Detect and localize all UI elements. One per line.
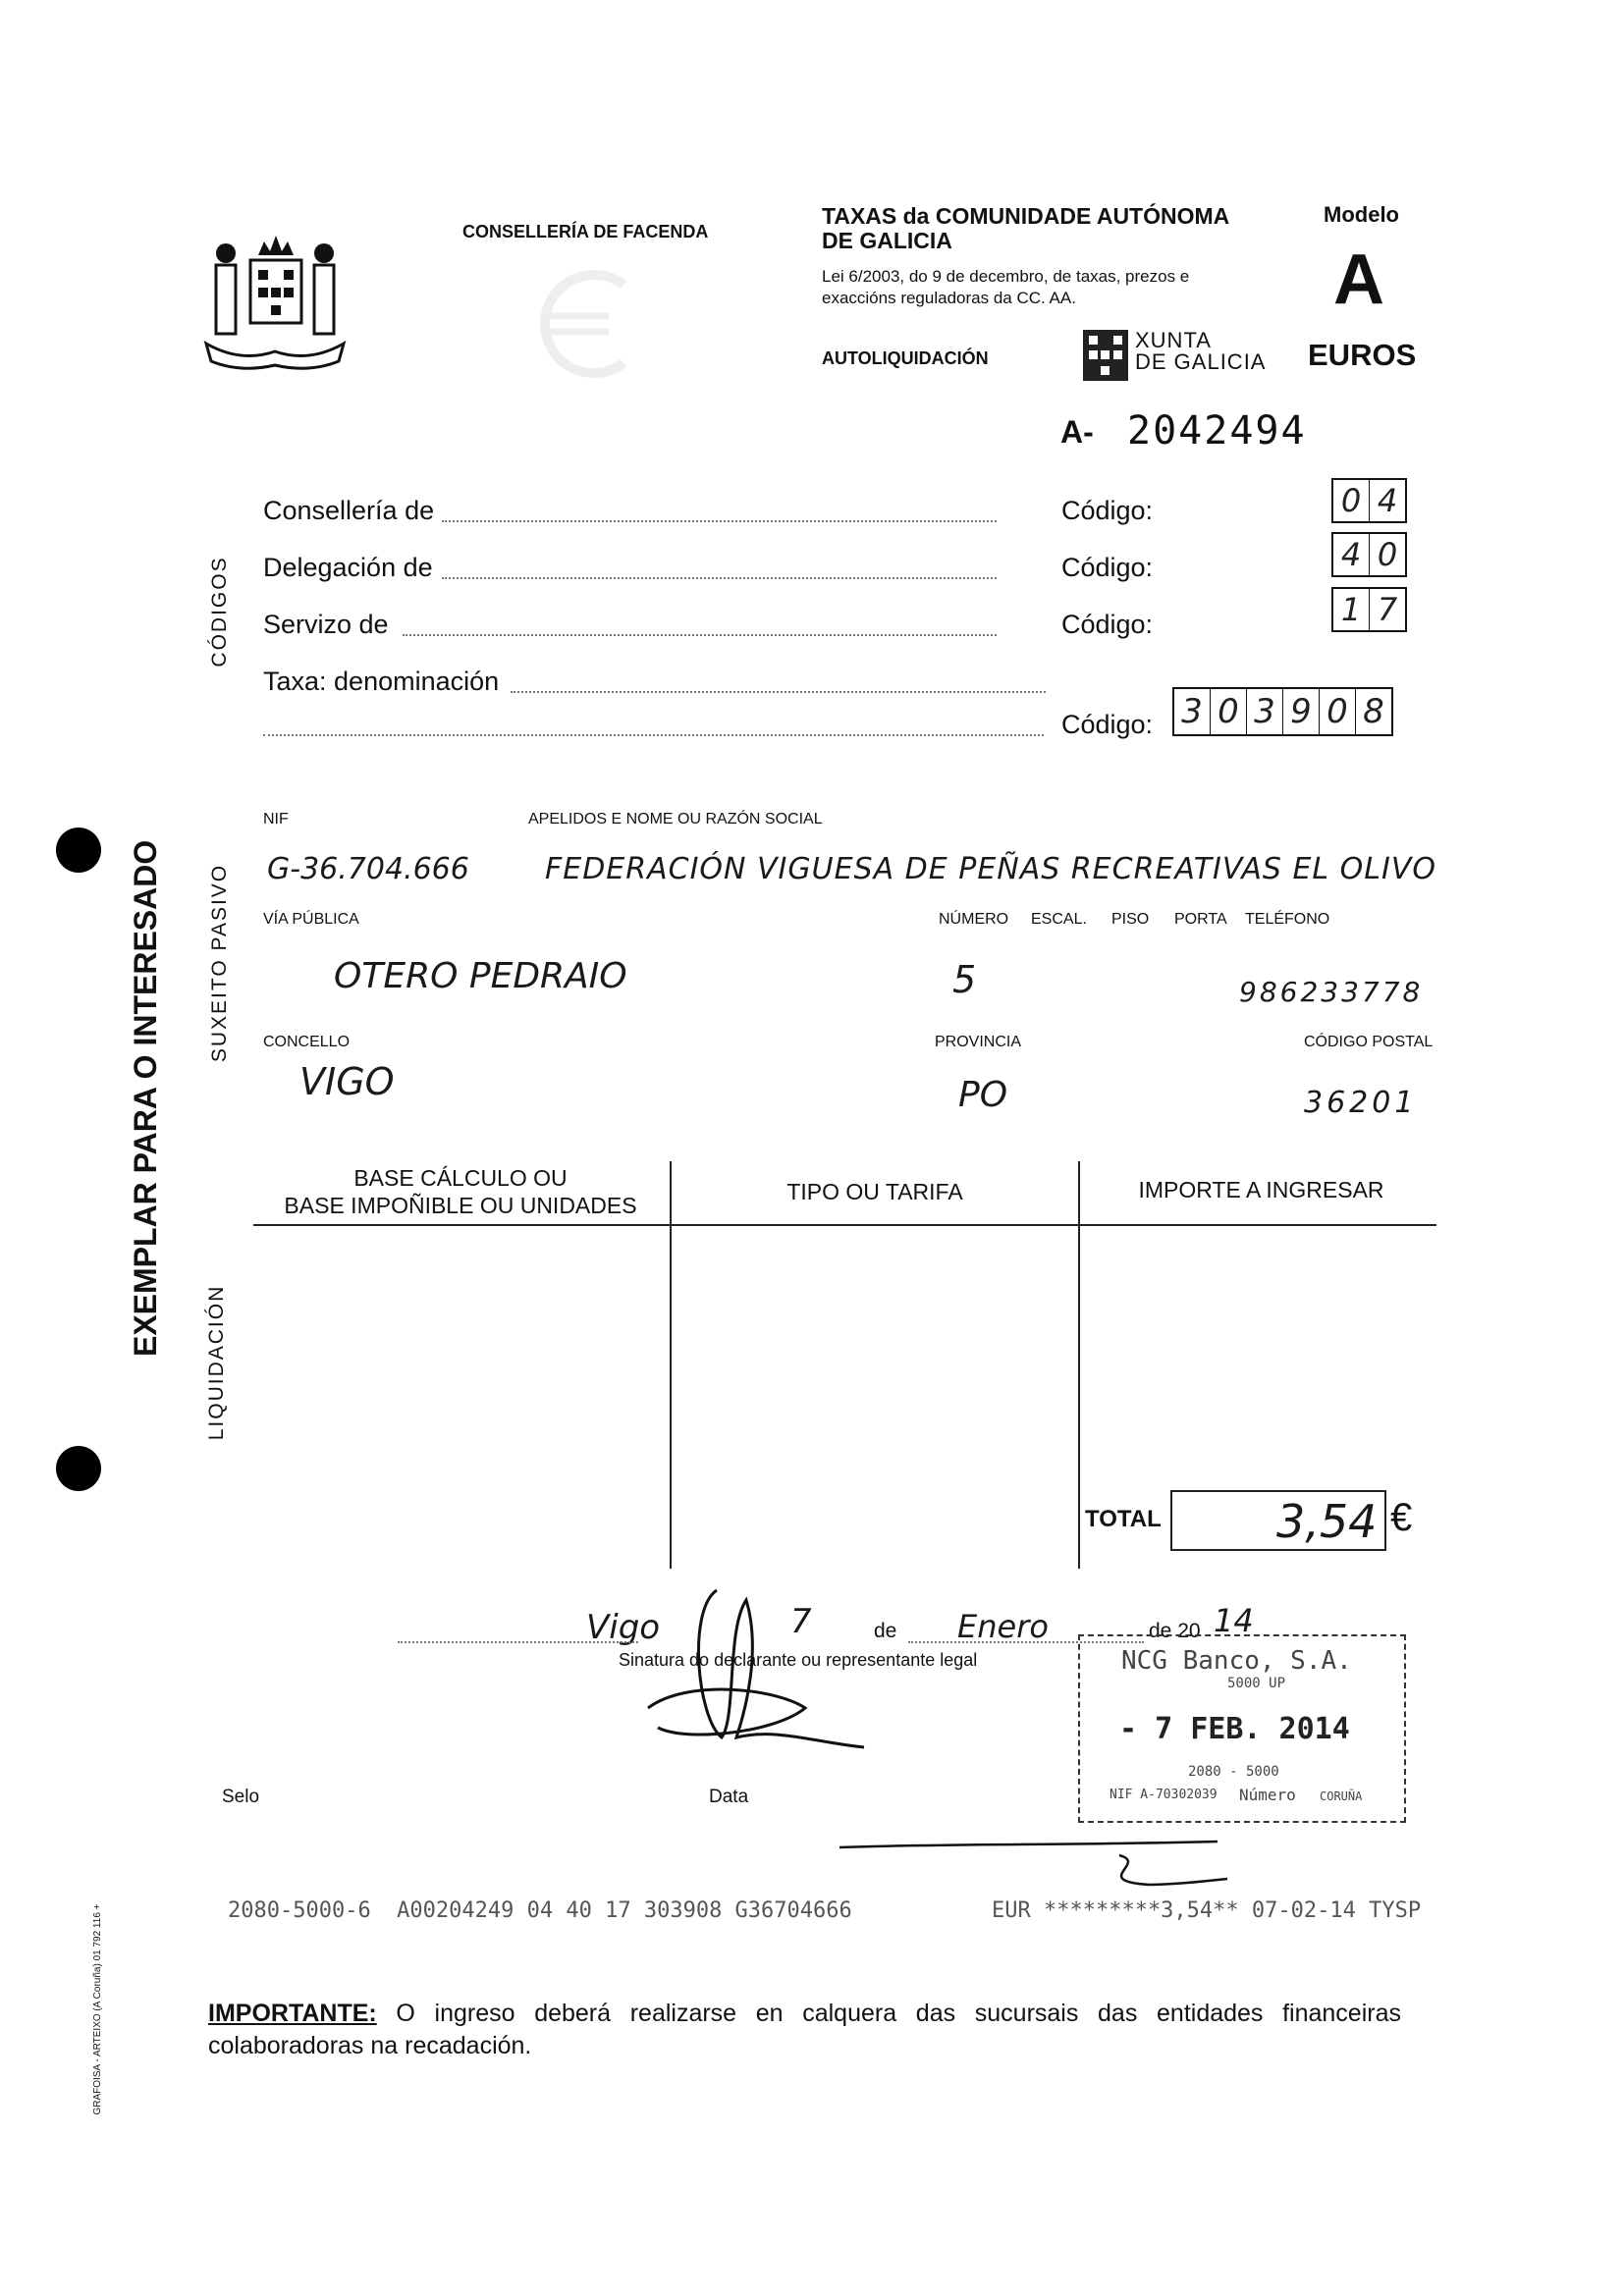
galicia-coat-of-arms [201, 216, 349, 378]
xunta-line1: XUNTA [1135, 328, 1212, 352]
taxa-code-digit: 3 [1247, 689, 1283, 734]
pen-scribble-lines [825, 1787, 1237, 1895]
modelo-letter: A [1333, 240, 1384, 319]
taxas-title [822, 204, 1229, 253]
taxa-code-digit: 3 [1174, 689, 1211, 734]
numero-label: NÚMERO [939, 911, 1009, 928]
codigo-label-1: Código: [1061, 496, 1154, 525]
col-importe-header: IMPORTE A INGRESAR [1138, 1177, 1384, 1202]
via-label: VÍA PÚBLICA [263, 911, 359, 928]
provincia-value: PO [958, 1075, 1008, 1115]
xunta-line2: DE GALICIA [1135, 349, 1267, 374]
mechanical-validation-line1: 2080-5000-6 A00204249 04 40 17 303908 G36704666 [228, 1898, 852, 1923]
total-value: 3,54 [1276, 1495, 1378, 1548]
stamp-date: - 7 FEB. 2014 [1119, 1712, 1350, 1746]
department-title: CONSELLERÍA DE FACENDA [462, 222, 709, 241]
euro-watermark-icon [525, 265, 653, 383]
signature-day: 7 [790, 1602, 812, 1641]
selo-label: Selo [222, 1787, 260, 1807]
taxa-code-digit: 0 [1211, 689, 1247, 734]
conselleria-code-digit: 0 [1333, 480, 1370, 521]
piso-label: PISO [1111, 911, 1150, 928]
important-label: IMPORTANTE: [208, 2000, 377, 2027]
codigo-label-4: Código: [1061, 710, 1154, 739]
stamp-nif: NIF A-70302039 [1110, 1788, 1218, 1802]
delegacion-line [442, 577, 997, 579]
nif-label: NIF [263, 811, 289, 828]
conselleria-line [442, 520, 997, 522]
servizo-code-digit: 1 [1333, 589, 1370, 630]
codigos-section-label: CÓDIGOS [208, 556, 231, 667]
xunta-logo-text [1135, 330, 1266, 373]
liquidacion-col-divider-2 [1078, 1161, 1080, 1569]
signature-de-2: de 20 [1149, 1620, 1201, 1642]
signature-de-1: de [874, 1620, 897, 1642]
doc-number: 2042494 [1127, 408, 1307, 454]
codigo-label-3: Código: [1061, 610, 1154, 639]
doc-number-prefix: A- [1060, 414, 1094, 450]
modelo-label: Modelo [1324, 202, 1399, 227]
numero-value: 5 [952, 958, 977, 1001]
cp-value: 36201 [1304, 1086, 1418, 1120]
col-tipo-header: TIPO OU TARIFA [786, 1179, 963, 1204]
delegacion-code-digit: 4 [1333, 534, 1370, 575]
currency-label: EUROS [1308, 338, 1417, 372]
taxa-label: Taxa: denominación [263, 667, 500, 696]
taxa-code-digit: 0 [1320, 689, 1356, 734]
suxeito-section-label: SUXEITO PASIVO [208, 863, 231, 1063]
autoliquidacion-label: AUTOLIQUIDACIÓN [822, 348, 989, 368]
signature-month: Enero [957, 1608, 1049, 1645]
taxa-line-2 [263, 734, 1044, 736]
col-base-line1: BASE CÁLCULO OU [353, 1165, 568, 1191]
servizo-code-digit: 7 [1377, 591, 1398, 628]
stamp-bank-sub: 5000 UP [1227, 1676, 1286, 1691]
conselleria-code-digit: 4 [1377, 482, 1398, 519]
conselleria-label: Consellería de [263, 496, 435, 525]
liquidacion-table-top-rule [253, 1224, 1436, 1226]
taxa-code-digit: 9 [1283, 689, 1320, 734]
stamp-bank-name: NCG Banco, S.A. [1121, 1646, 1352, 1676]
cp-label: CÓDIGO POSTAL [1304, 1034, 1434, 1050]
handwritten-signature [628, 1571, 913, 1757]
punch-hole-bottom [56, 1446, 101, 1491]
delegacion-label: Delegación de [263, 553, 433, 582]
concello-label: CONCELLO [263, 1034, 351, 1050]
col-base-line2: BASE IMPOÑIBLE OU UNIDADES [284, 1193, 637, 1218]
delegacion-code-box [1331, 532, 1407, 577]
signature-caption: Sinatura do declarante ou representante legal [619, 1650, 978, 1670]
taxa-line-1 [511, 691, 1046, 693]
data-label: Data [709, 1787, 749, 1807]
name-value: FEDERACIÓN VIGUESA DE PEÑAS RECREATIVAS EL OLIVO [545, 852, 1436, 886]
punch-hole-top [56, 828, 101, 873]
delegacion-code-digit: 0 [1377, 536, 1398, 573]
nif-value: G-36.704.666 [267, 852, 469, 886]
via-value: OTERO PEDRAIO [334, 956, 627, 996]
xunta-flag-icon [1083, 330, 1128, 381]
stamp-city: CORUÑA [1320, 1789, 1363, 1803]
taxa-code-digit: 8 [1363, 692, 1384, 731]
escal-label: ESCAL. [1031, 911, 1087, 928]
stamp-numero: Número [1239, 1786, 1296, 1804]
exemplar-label: EXEMPLAR PARA O INTERESADO [128, 839, 163, 1357]
telefono-label: TELÉFONO [1245, 911, 1330, 928]
telefono-value: 986233778 [1239, 976, 1424, 1008]
law-line2: exaccións reguladoras da CC. AA. [822, 289, 1076, 307]
taxas-title-line1: TAXAS da COMUNIDADE AUTÓNOMA [822, 203, 1230, 229]
printer-note: GRAFOISA - ARTEIXO (A Coruña) 01 792 116 + [92, 1903, 103, 2115]
mechanical-validation-line2: EUR *********3,54** 07-02-14 TYSP [992, 1898, 1422, 1923]
conselleria-code-box [1331, 478, 1407, 523]
taxas-title-line2: DE GALICIA [822, 228, 952, 253]
signature-place-line [398, 1641, 638, 1643]
name-label: APELIDOS E NOME OU RAZÓN SOCIAL [528, 811, 823, 828]
codigo-label-2: Código: [1061, 553, 1154, 582]
servizo-line [403, 634, 997, 636]
signature-year: 14 [1214, 1602, 1254, 1639]
total-label: TOTAL [1085, 1506, 1162, 1532]
important-note [208, 1998, 1401, 2062]
taxa-code-box [1172, 687, 1393, 736]
provincia-label: PROVINCIA [935, 1034, 1022, 1050]
liquidacion-col-divider-1 [670, 1161, 672, 1569]
euro-symbol: € [1390, 1496, 1413, 1539]
servizo-code-box [1331, 587, 1407, 632]
stamp-code: 2080 - 5000 [1188, 1764, 1279, 1780]
col-base-header [255, 1164, 666, 1219]
law-line1: Lei 6/2003, do 9 de decembro, de taxas, prezos e [822, 267, 1190, 286]
porta-label: PORTA [1174, 911, 1227, 928]
liquidacion-section-label: LIQUIDACIÓN [205, 1284, 228, 1441]
servizo-label: Servizo de [263, 610, 389, 639]
law-reference [822, 266, 1189, 309]
concello-value: VIGO [299, 1060, 395, 1103]
signature-place: Vigo [586, 1608, 661, 1647]
important-text: O ingreso deberá realizarse en calquera das sucursais das entidades financeiras colaboradoras na recadación. [208, 2000, 1401, 2059]
